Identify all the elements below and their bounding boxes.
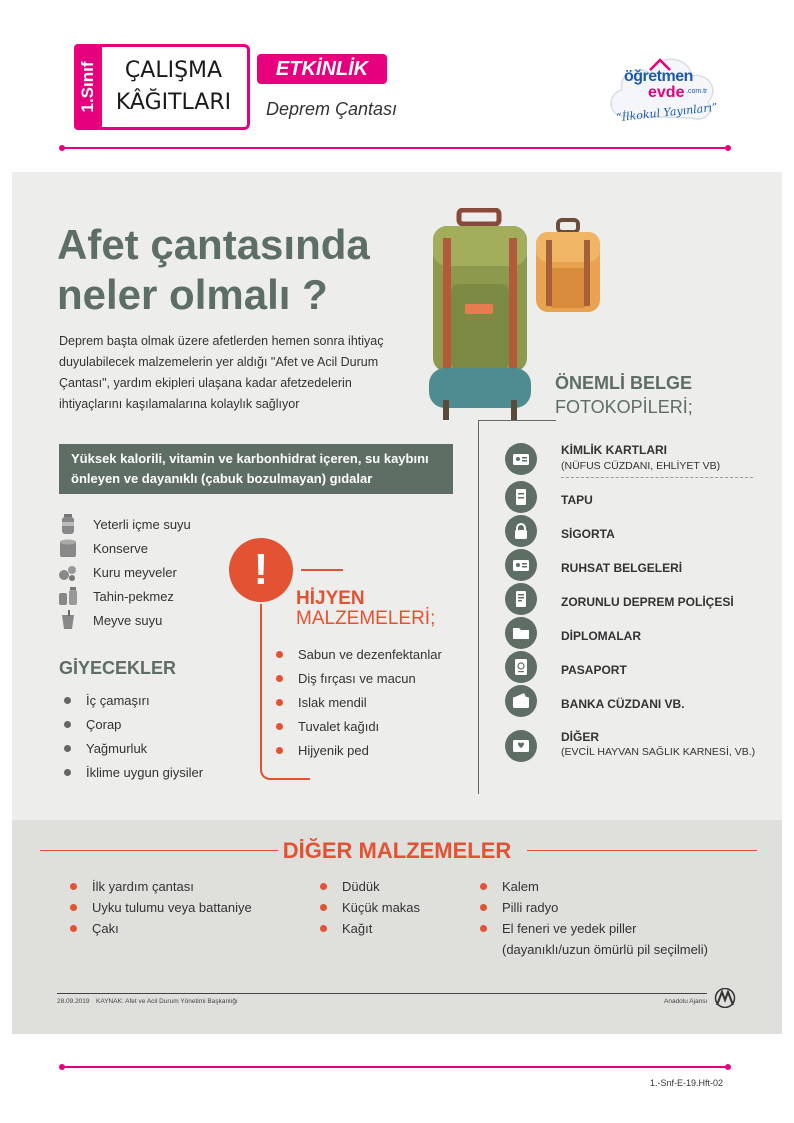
list-item: Düdük [314,878,420,899]
warning-icon: ! [229,538,293,602]
list-item: Kalem [474,878,708,899]
list-item: Çorap [58,716,203,740]
juice-icon [58,610,78,630]
title-line-1: ÇALIŞMA [124,58,223,83]
list-item: Islak mendil [270,694,442,718]
other-supplies-col-3 [474,878,708,959]
source-date: 28.09.2019 [57,998,90,1005]
documents-divider-top [478,420,556,421]
id-card-icon [505,443,537,475]
list-item: Tuvalet kağıdı [270,718,442,742]
worksheet-code: 1.-Snf-E-19.Hft-02 [650,1078,724,1088]
logo-word-2: evde [648,84,685,101]
document-label: BANKA CÜZDANI VB. [561,697,685,711]
battery-note: (dayanıklı/uzun ömürlü pil seçilmeli) [502,942,708,957]
publisher-logo [604,46,722,130]
other-supplies-col-2 [314,878,420,941]
list-item: El feneri ve yedek piller [474,920,708,941]
document-label: KİMLİK KARTLARI [561,443,667,457]
logo-tagline: “İlkokul Yayınları” [615,100,719,125]
list-item: Hijyenik ped [270,742,442,766]
lock-icon [505,515,537,547]
intro-paragraph: Deprem başta olmak üzere afetlerden hemen sonra ihtiyaç duyulabilecek malzemelerin yer aldığı "Afet ve Acil Durum Çantası", yardım ekipleri ulaşana kadar afetzedelerin ihtiyaçlarını kaşılamalarına kolaylık sağlıyor [59,334,384,411]
passport-icon [505,651,537,683]
header-divider [62,147,728,149]
orange-backpack-icon [532,218,604,314]
grade-label: 1.Sınıf [78,61,97,113]
headline-line-1: Afet çantasında [57,221,370,268]
footer-divider [62,1066,728,1068]
wallet-icon [505,685,537,717]
document-label: DİPLOMALAR [561,629,641,643]
activity-badge: ETKİNLİK [257,54,387,84]
source-credit: KAYNAK: Afet ve Acil Durum Yönetimi Başkanlığı [96,998,238,1005]
document-label: DİĞER [561,730,600,744]
source-divider [57,993,707,994]
list-item: Çakı [64,920,252,941]
headline-line-2: neler olmalı ? [57,271,328,318]
document-label: PASAPORT [561,663,627,677]
other-supplies-title: DİĞER MALZEMELER [282,838,512,863]
other-supplies-col-1 [64,878,252,941]
clothing-list [58,692,203,788]
title-line-2: KÂĞITLARI [115,90,232,115]
green-backpack-icon [425,208,535,422]
folder-icon [505,617,537,649]
document-label: ZORUNLU DEPREM POLİÇESİ [561,595,734,609]
water-bottle-icon [58,514,78,534]
list-item: Uyku tulumu veya battaniye [64,899,252,920]
dried-fruit-icon [58,562,78,582]
list-item: Küçük makas [314,899,420,920]
document-label: SİGORTA [561,527,615,541]
document-note: (NÜFUS CÜZDANI, EHLİYET VB) [561,460,721,472]
food-label: Meyve suyu [93,613,163,628]
documents-divider [478,420,479,794]
jar-icon [58,586,78,606]
list-item: Kağıt [314,920,420,941]
hygiene-subtitle: MALZEMELERİ; [296,608,436,629]
list-item: İlk yardım çantası [64,878,252,899]
list-item: İklime uygun giysiler [58,764,203,788]
list-item: Sabun ve dezenfektanlar [270,646,442,670]
worksheet-title-box [100,44,250,130]
pet-card-icon [505,730,537,762]
logo-domain: .com.tr [686,88,708,95]
grade-badge [74,44,102,130]
worksheet-subtitle: Deprem Çantası [266,99,398,119]
food-label: Konserve [93,541,148,556]
license-card-icon [505,549,537,581]
agency-logo-icon [712,988,738,1008]
logo-word-1: öğretmen [624,68,693,85]
canned-food-icon [58,538,78,558]
list-item: Pilli radyo [474,899,708,920]
food-label: Yeterli içme suyu [93,517,191,532]
infographic-headline [57,220,370,320]
list-item: Diş fırçası ve macun [270,670,442,694]
food-label: Kuru meyveler [93,565,177,580]
hygiene-list [270,646,442,766]
document-note: (EVCİL HAYVAN SAĞLIK KARNESİ, VB.) [561,746,756,758]
list-item: Yağmurluk [58,740,203,764]
policy-document-icon [505,583,537,615]
document-label: RUHSAT BELGELERİ [561,561,683,575]
food-description-box: Yüksek kalorili, vitamin ve karbonhidrat içeren, su kaybını önleyen ve dayanıklı (çabuk bozulmayan) gıdalar [59,444,453,494]
title-deed-icon [505,481,537,513]
dotted-line [561,477,753,478]
document-label: TAPU [561,493,593,507]
hygiene-accent-line [301,569,343,571]
food-label: Tahin-pekmez [93,589,174,604]
agency-name: Anadolu Ajansı [664,998,708,1005]
list-item: İç çamaşırı [58,692,203,716]
hygiene-title: HİJYEN [296,588,365,609]
clothing-title: GİYECEKLER [59,658,177,678]
documents-title: ÖNEMLİ BELGE [555,373,693,393]
documents-subtitle: FOTOKOPİLERİ; [555,397,693,417]
